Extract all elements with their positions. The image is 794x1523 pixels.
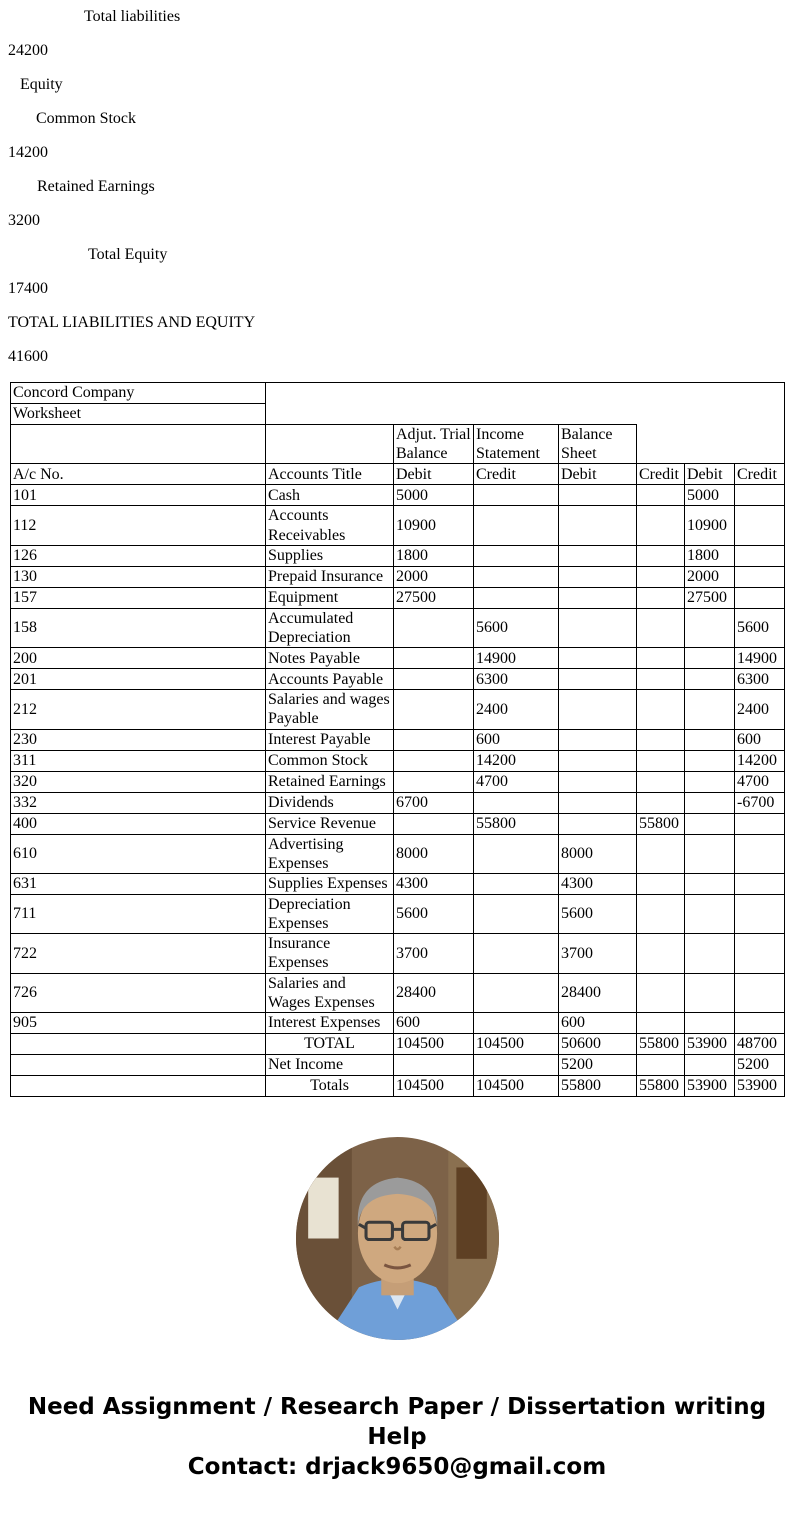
worksheet-cell: 14200 [735,750,785,771]
worksheet-cell [474,792,559,813]
worksheet-cell [474,973,559,1012]
worksheet-cell [685,648,735,669]
worksheet-cell: Depreciation Expenses [266,894,394,933]
summary-line: Equity [20,76,63,93]
worksheet-cell [637,729,685,750]
worksheet-summary-cell: 53900 [735,1076,785,1097]
worksheet-summary-cell: 5200 [559,1055,637,1076]
worksheet-cell: 8000 [559,834,637,873]
worksheet-cell: 711 [11,894,266,933]
worksheet-summary-cell [394,1055,474,1076]
worksheet-subtitle-cell: Worksheet [11,404,266,425]
worksheet-cell [685,729,735,750]
worksheet-summary-cell: 53900 [685,1076,735,1097]
worksheet-cell [637,973,685,1012]
worksheet-cell: 28400 [394,973,474,1012]
worksheet-summary-cell [637,1055,685,1076]
worksheet-cell [559,669,637,690]
worksheet-cell [735,934,785,973]
worksheet-cell [559,792,637,813]
worksheet-cell: 14200 [474,750,559,771]
worksheet-cell: 600 [474,729,559,750]
worksheet-table [10,382,785,1097]
worksheet-table-body [11,383,785,1097]
worksheet-cell [394,648,474,669]
worksheet-cell [637,873,685,894]
worksheet-cell [394,729,474,750]
worksheet-cell: 14900 [474,648,559,669]
worksheet-cell: 28400 [559,973,637,1012]
worksheet-cell: 320 [11,771,266,792]
worksheet-summary-row [11,1076,785,1097]
worksheet-cell [735,973,785,1012]
worksheet-cell [474,506,559,545]
worksheet-cell [474,485,559,506]
worksheet-summary-cell: 53900 [685,1034,735,1055]
worksheet-cell [394,813,474,834]
worksheet-cell [394,669,474,690]
worksheet-cell [394,690,474,729]
worksheet-cell [559,648,637,669]
summary-line: Total Equity [88,246,168,263]
worksheet-cell [637,506,685,545]
worksheet-cell: 55800 [637,813,685,834]
worksheet-cell: 4300 [394,873,474,894]
worksheet-cell: 27500 [394,587,474,608]
worksheet-header-row [11,464,785,485]
worksheet-summary-cell: 55800 [559,1076,637,1097]
worksheet-cell [637,587,685,608]
worksheet-cell: 600 [559,1013,637,1034]
worksheet-cell [559,587,637,608]
worksheet-summary-cell: 55800 [637,1034,685,1055]
worksheet-cell [735,873,785,894]
worksheet-cell: 6300 [735,669,785,690]
worksheet-data-row [11,545,785,566]
worksheet-cell: 126 [11,545,266,566]
worksheet-header-cell: Debit [685,464,735,485]
worksheet-cell: 157 [11,587,266,608]
worksheet-title-cell: Concord Company [11,383,266,404]
worksheet-data-row [11,729,785,750]
worksheet-cell: 201 [11,669,266,690]
worksheet-cell: 600 [735,729,785,750]
worksheet-cell [559,771,637,792]
worksheet-summary-row [11,1034,785,1055]
worksheet-cell [685,669,735,690]
worksheet-cell [735,1013,785,1034]
worksheet-summary-cell: 104500 [474,1034,559,1055]
worksheet-cell [685,873,735,894]
worksheet-cell [735,587,785,608]
worksheet-cell [559,485,637,506]
worksheet-cell: Salaries and Wages Expenses [266,973,394,1012]
worksheet-data-row [11,566,785,587]
worksheet-cell [735,545,785,566]
worksheet-cell: 311 [11,750,266,771]
presenter-photo [296,1137,499,1340]
worksheet-cell [394,771,474,792]
summary-line: 41600 [8,348,48,365]
worksheet-cell [637,485,685,506]
worksheet-cell: Accounts Receivables [266,506,394,545]
worksheet-cell: 600 [394,1013,474,1034]
worksheet-cell [637,566,685,587]
worksheet-cell: 5600 [559,894,637,933]
summary-line: Total liabilities [84,8,181,25]
summary-line: 17400 [8,280,48,297]
worksheet-cell [735,894,785,933]
worksheet-cell: 4700 [474,771,559,792]
worksheet-cell [394,608,474,647]
worksheet-cell [637,669,685,690]
worksheet-group-header-cell [266,425,394,464]
worksheet-cell: 6700 [394,792,474,813]
worksheet-cell: Notes Payable [266,648,394,669]
worksheet-cell [637,690,685,729]
worksheet-cell: Prepaid Insurance [266,566,394,587]
worksheet-data-row [11,973,785,1012]
worksheet-header-cell: Credit [637,464,685,485]
worksheet-cell [685,973,735,1012]
worksheet-cell [474,934,559,973]
worksheet-cell [474,834,559,873]
worksheet-cell [685,813,735,834]
worksheet-cell [559,750,637,771]
worksheet-cell [474,545,559,566]
worksheet-cell [685,750,735,771]
worksheet-summary-cell: TOTAL [266,1034,394,1055]
worksheet-data-row [11,608,785,647]
worksheet-cell: Supplies Expenses [266,873,394,894]
summary-line: TOTAL LIABILITIES AND EQUITY [8,314,256,331]
worksheet-cell: Interest Expenses [266,1013,394,1034]
summary-line: 24200 [8,42,48,59]
worksheet-summary-cell: 104500 [474,1076,559,1097]
worksheet-cell: 2400 [474,690,559,729]
worksheet-cell: 112 [11,506,266,545]
worksheet-cell [685,608,735,647]
worksheet-data-row [11,750,785,771]
worksheet-cell [394,750,474,771]
worksheet-summary-cell [11,1055,266,1076]
worksheet-cell [735,566,785,587]
worksheet-data-row [11,771,785,792]
footer-help-line: Need Assignment / Research Paper / Dissertation writing Help [27,1394,767,1450]
worksheet-cell [685,792,735,813]
worksheet-cell [559,506,637,545]
worksheet-cell [685,834,735,873]
worksheet-cell: Cash [266,485,394,506]
worksheet-cell: Advertising Expenses [266,834,394,873]
worksheet-summary-cell [11,1034,266,1055]
worksheet-data-row [11,873,785,894]
worksheet-cell [474,873,559,894]
worksheet-summary-cell [685,1055,735,1076]
summary-line: Common Stock [36,110,137,127]
worksheet-cell: 2400 [735,690,785,729]
worksheet-cell: 14900 [735,648,785,669]
worksheet-cell: 631 [11,873,266,894]
worksheet-title-row [11,383,785,404]
worksheet-cell: -6700 [735,792,785,813]
worksheet-summary-cell: Totals [266,1076,394,1097]
worksheet-cell [559,545,637,566]
worksheet-cell: 5000 [394,485,474,506]
worksheet-cell [559,813,637,834]
worksheet-cell [637,771,685,792]
worksheet-cell [637,894,685,933]
worksheet-cell: 55800 [474,813,559,834]
worksheet-cell: Insurance Expenses [266,934,394,973]
worksheet-cell: Retained Earnings [266,771,394,792]
worksheet-cell [559,608,637,647]
worksheet-cell: 10900 [685,506,735,545]
worksheet-cell: 726 [11,973,266,1012]
worksheet-cell [735,506,785,545]
footer-help-text [12,1392,782,1482]
worksheet-data-row [11,485,785,506]
worksheet-cell [474,1013,559,1034]
worksheet-header-cell: Credit [474,464,559,485]
worksheet-header-cell: A/c No. [11,464,266,485]
worksheet-cell [637,934,685,973]
summary-line: 3200 [8,212,40,229]
worksheet-summary-cell: 104500 [394,1076,474,1097]
worksheet-cell: Accounts Payable [266,669,394,690]
worksheet-group-header-cell: Income Statement [474,425,559,464]
footer-contact-email: Contact: drjack9650@gmail.com [187,1454,607,1480]
balance-sheet-summary [0,0,794,366]
worksheet-cell: 1800 [394,545,474,566]
worksheet-data-row [11,587,785,608]
worksheet-cell: 200 [11,648,266,669]
worksheet-cell [685,894,735,933]
worksheet-cell: 332 [11,792,266,813]
worksheet-header-cell: Debit [559,464,637,485]
worksheet-summary-cell: 55800 [637,1076,685,1097]
worksheet-cell: Salaries and wages Payable [266,690,394,729]
worksheet-data-row [11,792,785,813]
worksheet-cell: Dividends [266,792,394,813]
worksheet-cell: 5600 [394,894,474,933]
worksheet-cell [735,813,785,834]
worksheet-cell: 130 [11,566,266,587]
worksheet-cell: 5000 [685,485,735,506]
worksheet-data-row [11,648,785,669]
worksheet-data-row [11,934,785,973]
worksheet-data-row [11,690,785,729]
worksheet-data-row [11,1013,785,1034]
worksheet-cell: 905 [11,1013,266,1034]
worksheet-cell: 722 [11,934,266,973]
presenter-photo-image [296,1137,499,1340]
worksheet-cell: 4700 [735,771,785,792]
worksheet-cell: 3700 [394,934,474,973]
worksheet-cell [685,934,735,973]
worksheet-cell [474,587,559,608]
worksheet-cell [559,566,637,587]
worksheet-cell [474,894,559,933]
worksheet-cell: 610 [11,834,266,873]
worksheet-group-header-cell: Adjut. Trial Balance [394,425,474,464]
worksheet-data-row [11,894,785,933]
worksheet-cell [474,566,559,587]
worksheet-cell: 8000 [394,834,474,873]
worksheet-cell [735,834,785,873]
worksheet-cell: Supplies [266,545,394,566]
worksheet-cell [735,485,785,506]
worksheet-data-row [11,669,785,690]
worksheet-header-cell: Credit [735,464,785,485]
worksheet-cell: 6300 [474,669,559,690]
worksheet-cell [559,729,637,750]
worksheet-cell [637,1013,685,1034]
worksheet-data-row [11,506,785,545]
worksheet-cell: 1800 [685,545,735,566]
worksheet-cell: 2000 [685,566,735,587]
worksheet-cell: 4300 [559,873,637,894]
worksheet-cell: 101 [11,485,266,506]
summary-line: 14200 [8,144,48,161]
worksheet-cell: 3700 [559,934,637,973]
worksheet-header-cell: Debit [394,464,474,485]
worksheet-data-row [11,834,785,873]
worksheet-group-header-row [11,425,785,464]
worksheet-cell: 230 [11,729,266,750]
worksheet-summary-cell: 50600 [559,1034,637,1055]
worksheet-group-header-cell [11,425,266,464]
worksheet-summary-cell: 104500 [394,1034,474,1055]
worksheet-summary-cell: 48700 [735,1034,785,1055]
worksheet-cell: Interest Payable [266,729,394,750]
worksheet-group-header-cell: Balance Sheet [559,425,637,464]
worksheet-cell [637,545,685,566]
worksheet-cell [559,690,637,729]
worksheet-cell [637,608,685,647]
worksheet-cell [637,648,685,669]
worksheet-summary-cell: 5200 [735,1055,785,1076]
worksheet-cell: Accumulated Depreciation [266,608,394,647]
worksheet-cell: 400 [11,813,266,834]
worksheet-summary-row [11,1055,785,1076]
worksheet-summary-cell [11,1076,266,1097]
worksheet-cell: 5600 [735,608,785,647]
worksheet-cell: 212 [11,690,266,729]
worksheet-cell [685,690,735,729]
worksheet-subtitle-row [11,404,785,425]
worksheet-cell: 158 [11,608,266,647]
worksheet-cell [637,750,685,771]
worksheet-summary-cell: Net Income [266,1055,394,1076]
worksheet-summary-cell [474,1055,559,1076]
worksheet-cell: 10900 [394,506,474,545]
summary-line: Retained Earnings [37,178,155,195]
worksheet-cell: 27500 [685,587,735,608]
worksheet-cell: Common Stock [266,750,394,771]
worksheet-header-cell: Accounts Title [266,464,394,485]
worksheet-cell: Service Revenue [266,813,394,834]
worksheet-cell: Equipment [266,587,394,608]
worksheet-cell [637,792,685,813]
worksheet-cell [637,834,685,873]
worksheet-data-row [11,813,785,834]
worksheet-cell: 5600 [474,608,559,647]
worksheet-cell: 2000 [394,566,474,587]
worksheet-cell [685,1013,735,1034]
worksheet-cell [685,771,735,792]
